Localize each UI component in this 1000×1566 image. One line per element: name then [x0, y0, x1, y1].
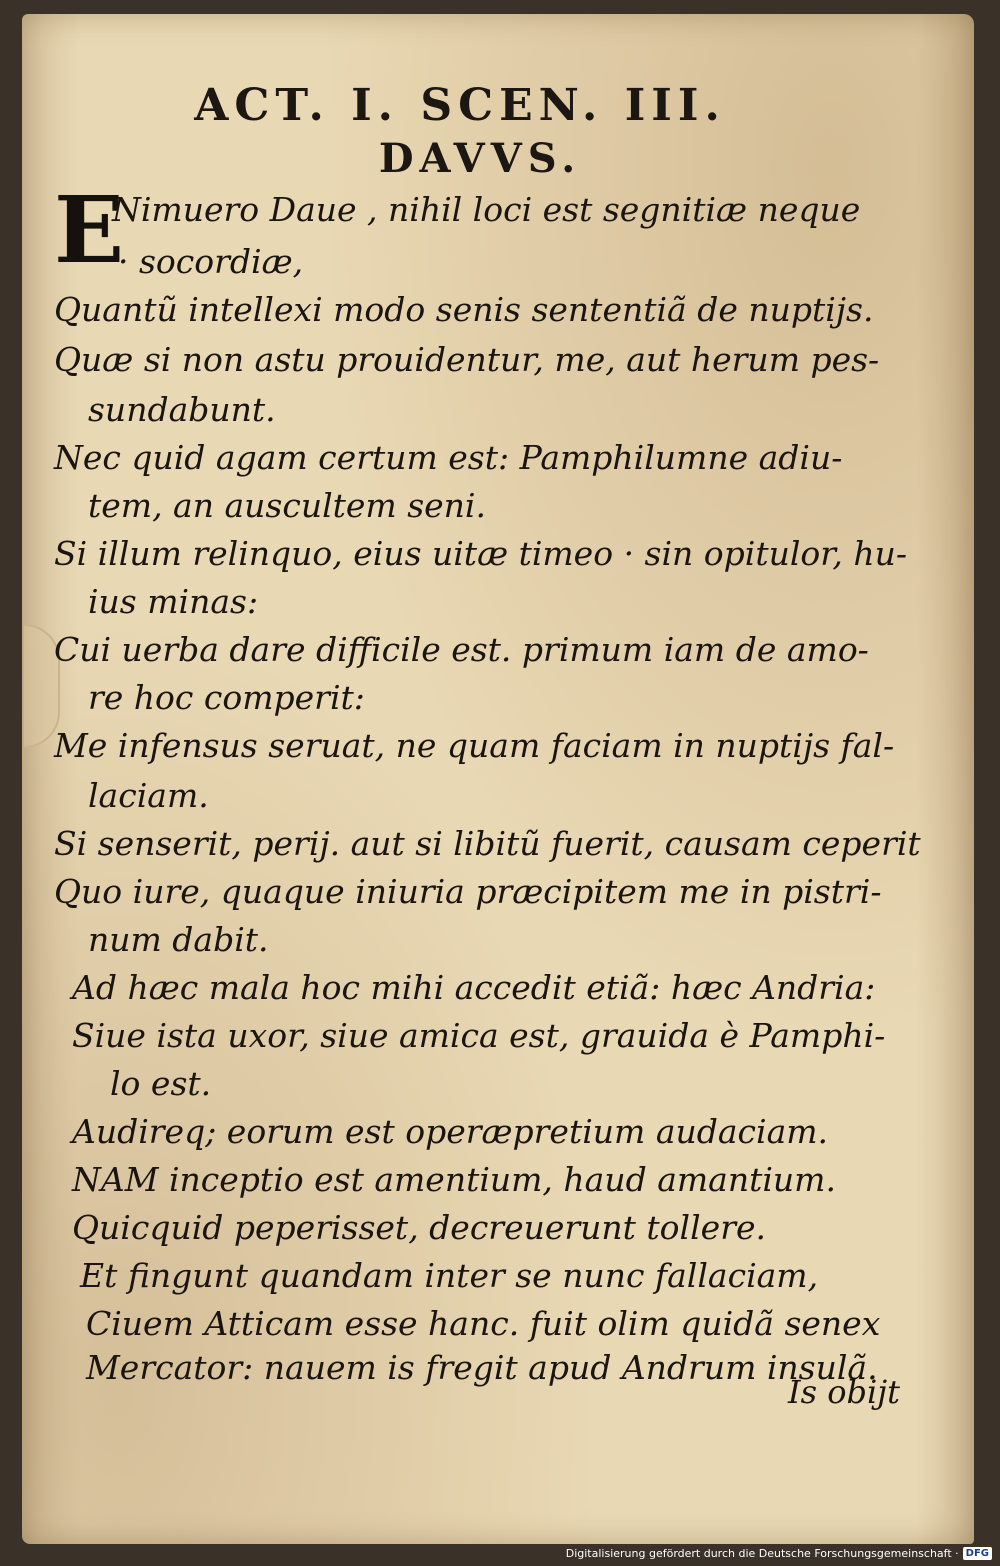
text-line: Ciuem Atticam esse hanc. fuit olim quidã senex — [86, 1304, 881, 1343]
text-line: Et fingunt quandam inter se nunc fallaciam, — [80, 1256, 819, 1295]
text-line: Quantũ intellexi modo senis sententiã de nuptijs. — [54, 290, 874, 329]
text-line: tem, an auscultem seni. — [88, 486, 486, 525]
text-line: Si illum relinquo, eius uitæ timeo · sin opitulor, hu- — [54, 534, 908, 573]
text-line: Nec quid agam certum est: Pamphilumne adiu- — [54, 438, 843, 477]
text-line: lo est. — [110, 1064, 212, 1103]
text-line: Siue ista uxor, siue amica est, grauida è Pamphi- — [72, 1016, 886, 1055]
text-line: ius minas: — [88, 582, 259, 621]
text-line: Mercator: nauem is fregit apud Andrum insulã. — [86, 1348, 878, 1387]
text-line: Cui uerba dare difficile est. primum iam de amo- — [54, 630, 869, 669]
text-line: re hoc comperit: — [88, 678, 365, 717]
text-line: Ad hæc mala hoc mihi accedit etiã: hæc Andria: — [72, 968, 876, 1007]
text-line: Quicquid peperisset, decreuerunt tollere. — [72, 1208, 766, 1247]
text-line: Si senserit, perij. aut si libitũ fuerit, causam ceperit — [54, 824, 921, 863]
text-line: Me infensus seruat, ne quam faciam in nuptijs fal- — [54, 726, 895, 765]
catchword: Is obijt — [788, 1373, 900, 1411]
text-line: sundabunt. — [88, 390, 276, 429]
text-line: laciam. — [88, 776, 209, 815]
drop-cap: E — [54, 176, 125, 284]
text-line: Quo iure, quaque iniuria præcipitem me in pistri- — [54, 872, 882, 911]
speaker-name: DAVVS. — [378, 135, 582, 182]
funding-credit-text: Digitalisierung gefördert durch die Deutsche Forschungsgemeinschaft · — [565, 1546, 959, 1560]
text-line: Quæ si non astu prouidentur, me, aut herum pes- — [54, 340, 880, 379]
footer-credit — [566, 1544, 992, 1562]
text-line: num dabit. — [88, 920, 269, 959]
text-line: · socordiæ, — [118, 242, 304, 281]
text-line: Audireq; eorum est operæpretium audaciam. — [72, 1112, 829, 1151]
text-line: NAM inceptio est amentium, haud amantium. — [72, 1160, 836, 1199]
act-scene-heading: ACT. I. SCEN. III. — [194, 80, 726, 131]
text-line: Nimuero Daue , nihil loci est segnitiæ neque — [112, 190, 861, 229]
dfg-logo: DFG — [963, 1547, 992, 1560]
